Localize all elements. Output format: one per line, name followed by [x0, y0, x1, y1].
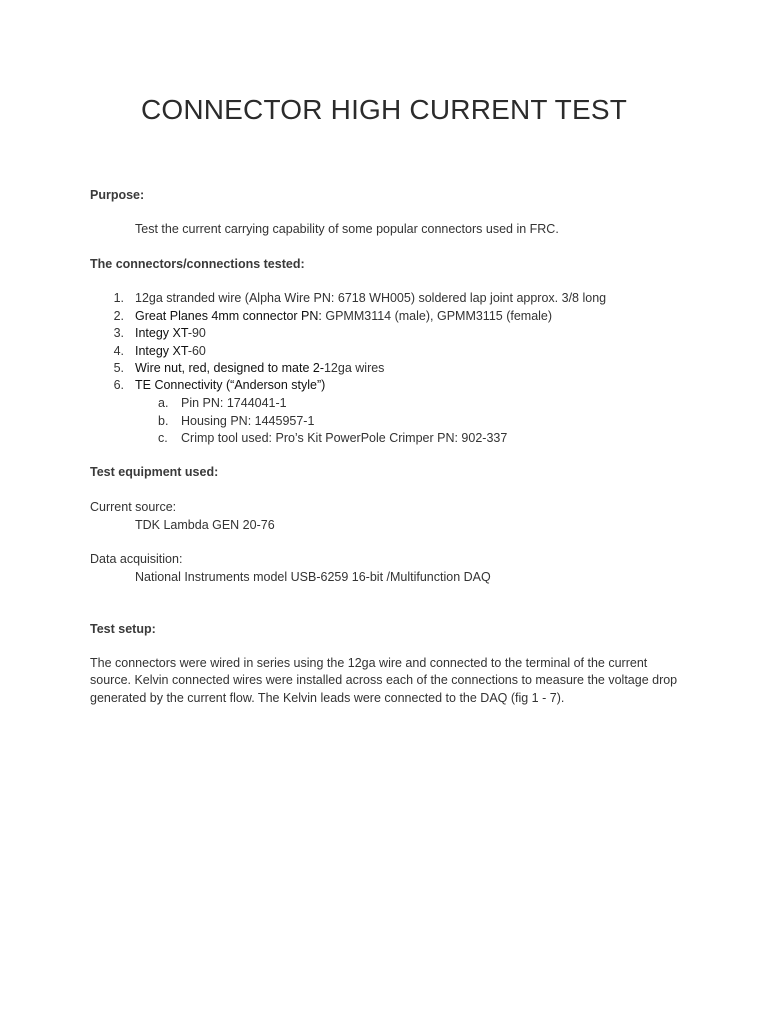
setup-heading: Test setup: [90, 622, 156, 636]
list-item-number: 6. [113, 378, 124, 392]
list-item [102, 290, 606, 307]
document-title: CONNECTOR HIGH CURRENT TEST [140, 94, 628, 125]
sub-list-item [158, 430, 507, 447]
list-item-label-secondary: -60 [187, 343, 206, 358]
list-item-label-primary: Great Planes 4mm connector PN: [135, 308, 322, 323]
list-item-label-primary: Integy XT [135, 343, 188, 358]
list-item-label-secondary: -90 [187, 326, 206, 340]
list-item [102, 377, 325, 394]
purpose-text: Test the current carrying capability of some popular connectors used in FRC. [135, 222, 559, 236]
list-item-label-primary: Integy XT [135, 326, 188, 340]
list-item-label-secondary: GPMM3114 (male), GPMM3115 (female) [321, 308, 553, 323]
list-item-number: 3. [113, 326, 124, 340]
sub-list-item [158, 413, 314, 430]
equipment-heading: Test equipment used: [90, 465, 219, 479]
list-item-label-primary: Wire nut, red, designed to mate 2- [135, 361, 324, 375]
list-item [102, 325, 206, 342]
purpose-heading: Purpose: [90, 188, 145, 202]
sub-list-item [158, 395, 287, 412]
sub-list-item-letter: a. [158, 396, 169, 410]
list-item-number: 5. [113, 361, 124, 375]
list-item [102, 343, 206, 360]
list-item-label: TE Connectivity (“Anderson style”) [135, 378, 326, 392]
list-item [102, 308, 552, 325]
daq-value: National Instruments model USB-6259 16-bit /Multifunction DAQ [135, 569, 491, 584]
current-source-value: TDK Lambda GEN 20-76 [135, 517, 275, 532]
connectors-heading: The connectors/connections tested: [90, 257, 305, 271]
list-item-number: 1. [113, 291, 124, 305]
list-item-number: 4. [113, 343, 124, 358]
setup-paragraph: The connectors were wired in series using the 12ga wire and connected to the terminal of the current source. Kelvin connected wires were installed across each of the connections to measure the voltage drop generated by the current flow. The Kelvin leads were connected to the DAQ (fig 1 - 7). [90, 656, 678, 705]
sub-list-item-label: Housing PN: 1445957-1 [181, 413, 315, 428]
sub-list-item-letter: c. [158, 431, 168, 445]
current-source-label: Current source: [90, 500, 177, 514]
sub-list-item-label: Pin PN: 1744041-1 [181, 396, 287, 410]
daq-label: Data acquisition: [90, 552, 183, 566]
sub-list-item-label: Crimp tool used: Pro’s Kit PowerPole Crimper PN: 902-337 [181, 431, 508, 445]
list-item-label: 12ga stranded wire (Alpha Wire PN: 6718 WH005) soldered lap joint approx. 3/8 long [135, 291, 607, 305]
sub-list-item-letter: b. [158, 413, 169, 428]
list-item-number: 2. [113, 308, 124, 323]
list-item [102, 360, 384, 377]
list-item-label-secondary: 12ga wires [323, 361, 385, 375]
